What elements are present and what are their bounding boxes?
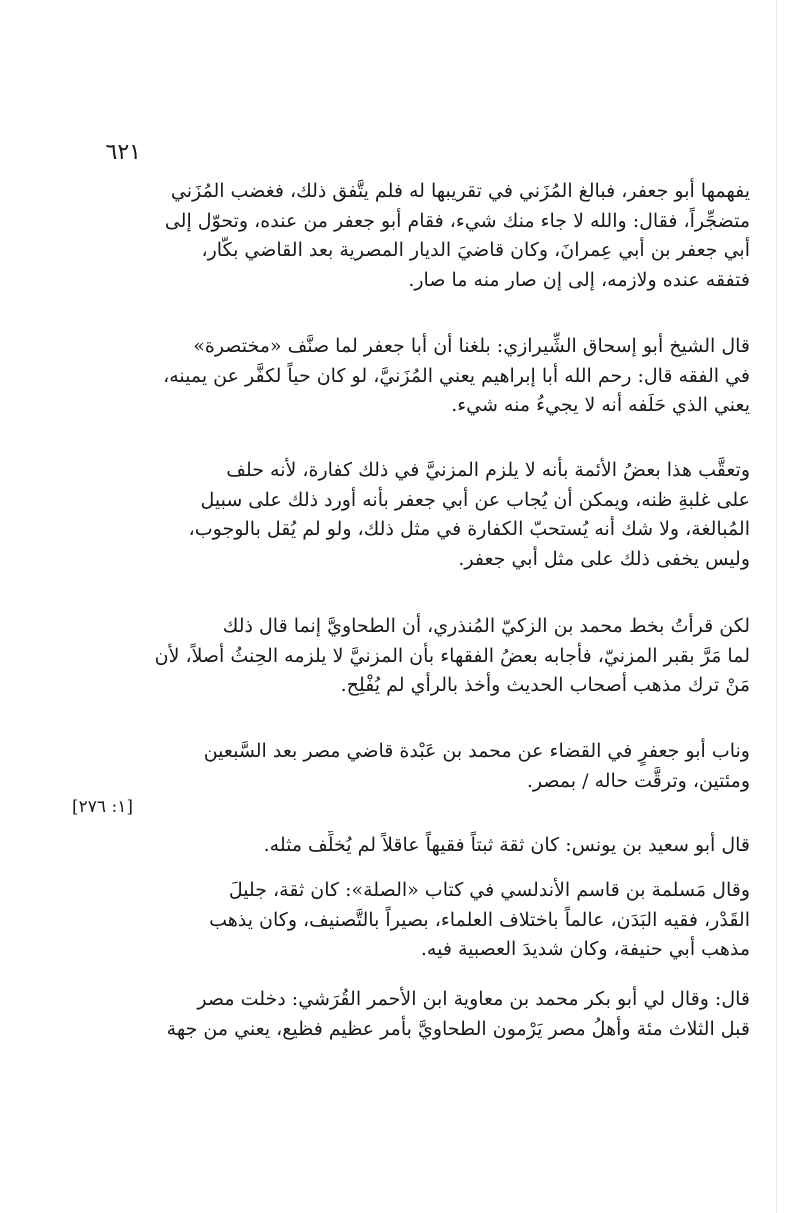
text-line: يفهمها أبو جعفر، فبالغ المُزَني في تقريبها له فلم يتَّفق ذلك، فغضب المُزَني bbox=[170, 180, 750, 202]
text-line: في الفقه قال: رحم الله أبا إبراهيم يعني المُزَنيَّ، لو كان حياً لكفَّر عن يمينه، bbox=[163, 364, 750, 387]
paragraph-2 bbox=[100, 332, 750, 421]
text-line: القَدْر، فقيه البَدَن، عالماً باختلاف العلماء، بصيراً بالتَّصنيف، وكان يذهب bbox=[209, 908, 750, 931]
paragraph-1 bbox=[100, 177, 750, 295]
paragraph-3 bbox=[100, 456, 750, 574]
text-line: ومئتين، وترقَّت حاله / بمصر. bbox=[526, 769, 750, 792]
paragraph-6 bbox=[100, 831, 750, 861]
text-line: وليس يخفى ذلك على مثل أبي جعفر. bbox=[458, 547, 750, 570]
text-line: قال الشيخ أبو إسحاق الشِّيرازي: بلغنا أن أبا جعفر لما صنَّف «مختصرة» bbox=[193, 335, 750, 357]
paragraph-4 bbox=[100, 612, 750, 701]
text-line: قبل الثلاث مئة وأهلُ مصر يَرْمون الطحاويَّ بأمر عظيم فظيع، يعني من جهة bbox=[166, 1017, 750, 1040]
text-line: وقال مَسلمة بن قاسم الأندلسي في كتاب «الصلة»: كان ثقة، جليلَ bbox=[228, 879, 750, 901]
text-line: على غلبةِ ظنه، ويمكن أن يُجاب عن أبي جعفر بأنه أورد ذلك على سبيل bbox=[200, 488, 750, 511]
text-line: متضجِّراً، فقال: والله لا جاء منك شيء، فقام أبو جعفر من عنده، وتحوّل إلى bbox=[164, 209, 750, 232]
text-line: يعني الذي حَلَفه أنه لا يجيءُ منه شيء. bbox=[451, 394, 750, 416]
text-line: أبي جعفر بن أبي عِمرانَ، وكان قاضيَ الديار المصرية بعد القاضي بكَّار، bbox=[201, 239, 750, 261]
text-line: وناب أبو جعفرٍ في القضاء عن محمد بن عَبْدة قاضي مصر بعد السَّبعين bbox=[203, 740, 750, 762]
paragraph-7 bbox=[100, 876, 750, 965]
scan-edge-line bbox=[776, 0, 777, 1213]
text-line: قال: وقال لي أبو بكر محمد بن معاوية ابن الأحمر القُرَشي: دخلت مصر bbox=[197, 988, 750, 1010]
text-line: فتفقه عنده ولازمه، إلى إن صار منه ما صار. bbox=[408, 268, 750, 291]
paragraph-5 bbox=[100, 737, 750, 796]
text-line: مذهب أبي حنيفة، وكان شديدَ العصبية فيه. bbox=[420, 938, 750, 960]
text-line: مَنْ ترك مذهب أصحاب الحديث وأخذ بالرأي لم يُفْلِح. bbox=[340, 674, 750, 696]
text-line: لكن قرأتُ بخط محمد بن الزكيّ المُنذري، أن الطحاويَّ إنما قال ذلك bbox=[222, 615, 750, 637]
margin-page-reference: [١: ٢٧٦] bbox=[72, 797, 133, 817]
text-line: المُبالغة، ولا شك أنه يُستحبّ الكفارة في مثل ذلك، ولو لم يُقل بالوجوب، bbox=[188, 518, 750, 540]
paragraph-8 bbox=[100, 985, 750, 1044]
page-number: ٦٢١ bbox=[105, 140, 141, 165]
text-line: وتعقَّب هذا بعضُ الأئمة بأنه لا يلزم المزنيَّ في ذلك كفارة، لأنه حلف bbox=[226, 459, 750, 481]
text-line: قال أبو سعيد بن يونس: كان ثقة ثبتاً فقيهاً عاقلاً لم يُخلِّف مثله. bbox=[263, 834, 750, 856]
text-line: لما مَرَّ بقبر المزنيّ، فأجابه بعضُ الفقهاء بأن المزنيَّ لا يلزمه الحِنثُ أصلاً، لأن bbox=[154, 644, 750, 667]
